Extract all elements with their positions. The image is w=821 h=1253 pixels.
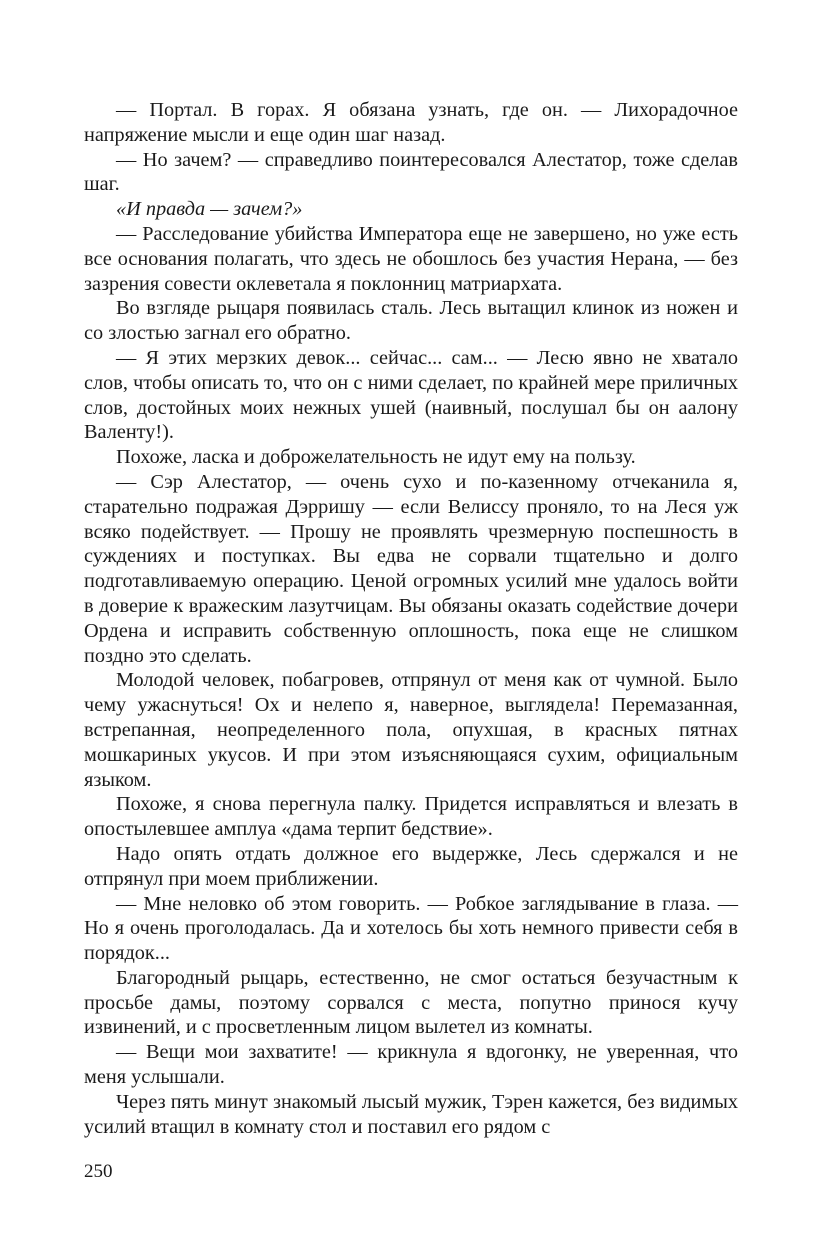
paragraph: Похоже, ласка и доброжелательность не идут ему на пользу. [116,446,636,469]
page-number: 250 [84,1161,113,1182]
paragraph: — Я этих мерзких девок... сейчас... сам... — Лесю явно не хватало слов, чтобы описать то, что он с ними сделает, по крайней мере приличных слов, достойных моих нежных ушей (наивный, послушал бы он аалону Валенту!). [84,346,738,444]
paragraph: Благородный рыцарь, естественно, не смог остаться безучастным к просьбе дамы, поэтому сорвался с места, попутно принося кучу извинений, и с просветленным лицом вылетел из комнаты. [84,966,738,1039]
paragraph: — Расследование убийства Императора еще не завершено, но уже есть все основания полагать, что здесь не обошлось без участия Нерана, — без зазрения совести оклеветала я поклонниц матриархата. [84,222,738,295]
paragraph: Похоже, я снова перегнула палку. Придется исправляться и влезать в опостылевшее амплуа «дама терпит бедствие». [84,793,738,841]
paragraph: Надо опять отдать должное его выдержке, Лесь сдержался и не отпрянул при моем приближении. [84,842,738,890]
paragraph: — Сэр Алестатор, — очень сухо и по-казенному отчеканила я, старательно подражая Дэрришу — если Велиссу проняло, то на Леся уж всяко подействует. — Прошу не проявлять чрезмерную поспешность в суждениях и поступках. Вы едва не сорвали тщательно и долго подготавливаемую операцию. Ценой огромных усилий мне удалось войти в доверие к вражеским лазутчицам. Вы обязаны оказать содействие дочери Ордена и исправить собственную оплошность, пока еще не слишком поздно это сделать. [84,470,738,667]
paragraph: Молодой человек, побагровев, отпрянул от меня как от чумной. Было чему ужаснуться! Ох и нелепо я, наверное, выглядела! Перемазанная, встрепанная, неопределенного пола, опухшая, в красных пятнах мошкариных укусов. И при этом изъясняющаяся сухим, официальным языком. [84,669,738,791]
paragraph: Через пять минут знакомый лысый мужик, Тэрен кажется, без видимых усилий втащил в комнату стол и поставил его рядом с [84,1090,738,1138]
paragraph-italic-thought: «И правда — зачем?» [116,198,303,221]
paragraph: — Но зачем? — справедливо поинтересовался Алестатор, тоже сделав шаг. [84,148,738,196]
paragraph: Во взгляде рыцаря появилась сталь. Лесь вытащил клинок из ножен и со злостью загнал его обратно. [84,297,738,345]
paragraph: — Портал. В горах. Я обязана узнать, где он. — Лихорадочное напряжение мысли и еще один шаг назад. [84,99,738,146]
paragraph: — Вещи мои захватите! — крикнула я вдогонку, не уверенная, что меня услышали. [84,1041,738,1089]
paragraph: — Мне неловко об этом говорить. — Робкое заглядывание в глаза. — Но я очень проголодалась. Да и хотелось бы хоть немного привести себя в порядок... [84,892,738,965]
page-body [84,98,738,1139]
